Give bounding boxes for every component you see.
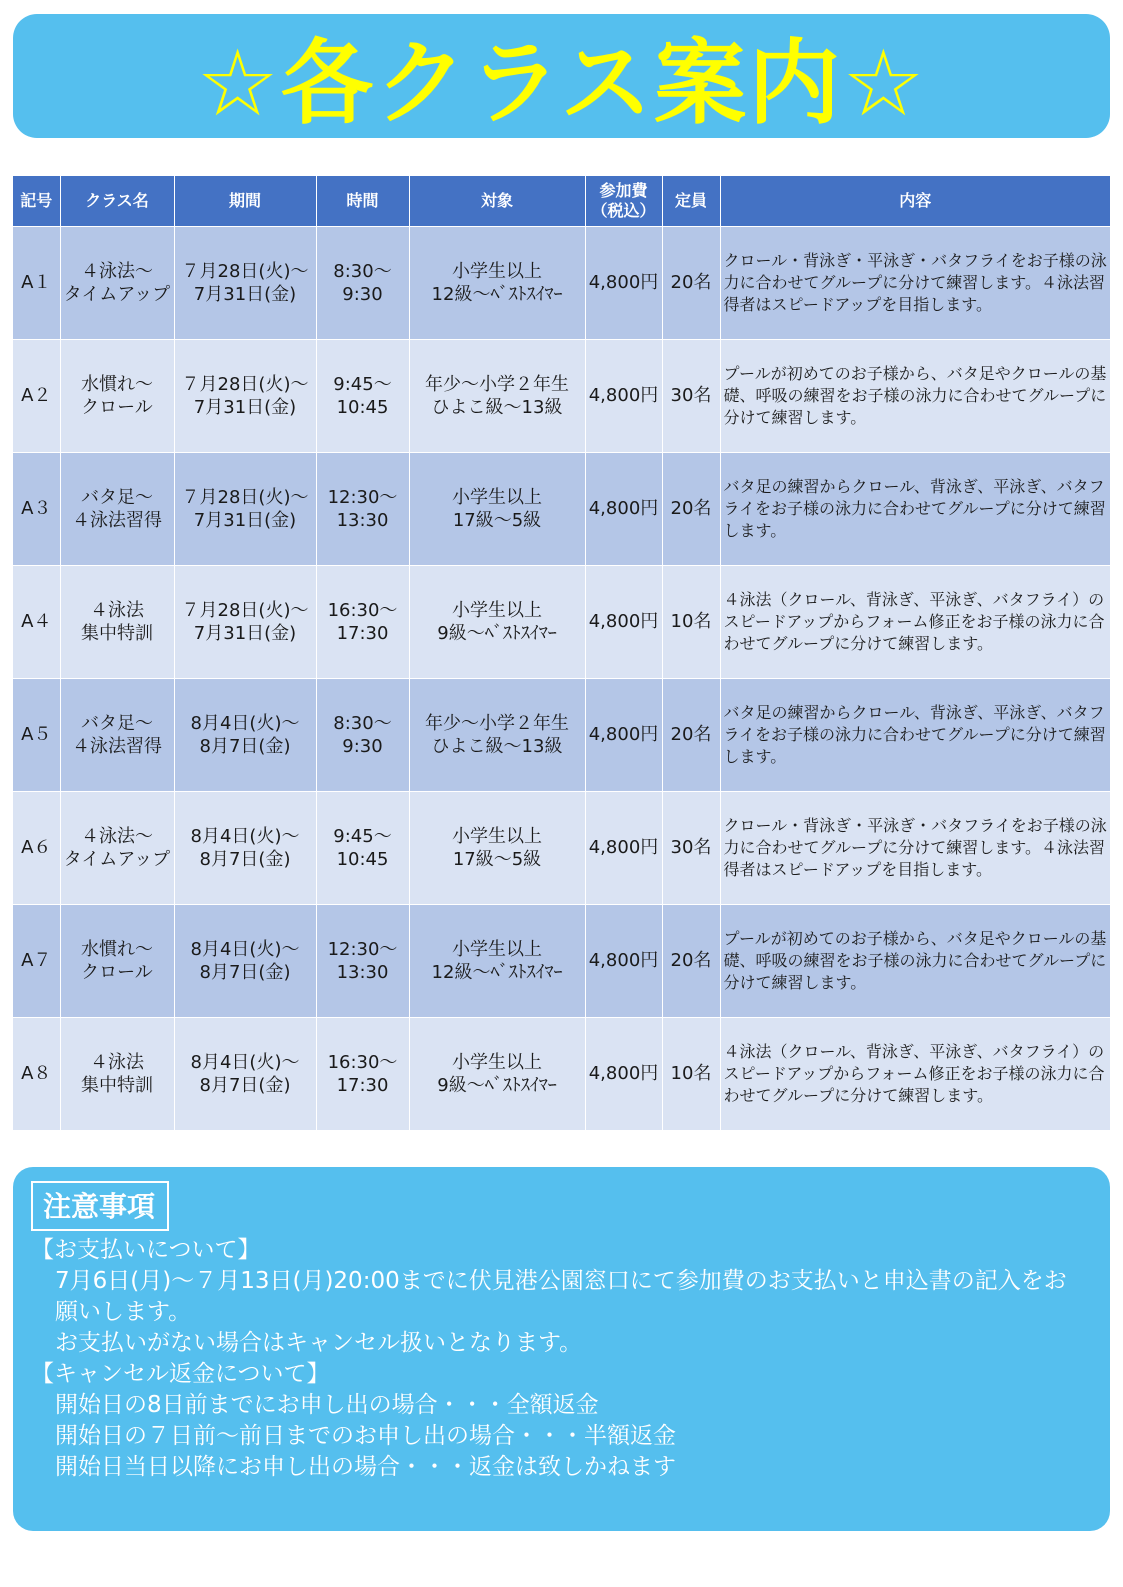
cell-capacity: 20名 [662,904,720,1017]
cell-period: ７月28日(火)～ 7月31日(金) [174,226,316,339]
header-class-name: クラス名 [60,176,174,226]
header-capacity: 定員 [662,176,720,226]
cell-target: 小学生以上 9級～ﾍﾞｽﾄｽｲﾏｰ [409,565,585,678]
cancel-line-2: 開始日の７日前～前日までのお申し出の場合・・・半額返金 [55,1423,676,1449]
cell-content: ４泳法（クロール、背泳ぎ、平泳ぎ、バタフライ）のスピードアップからフォーム修正をお子様の泳力に合わせてグループに分けて練習します。 [720,1017,1110,1130]
cell-code: A２ [13,339,60,452]
cell-fee: 4,800円 [585,904,662,1017]
cell-capacity: 30名 [662,791,720,904]
cell-time: 9:45～ 10:45 [316,791,409,904]
cell-period: ７月28日(火)～ 7月31日(金) [174,452,316,565]
cell-code: A３ [13,452,60,565]
cell-content: バタ足の練習からクロール、背泳ぎ、平泳ぎ、バタフライをお子様の泳力に合わせてグループに分けて練習します。 [720,678,1110,791]
cell-code: A６ [13,791,60,904]
table-row [13,226,1110,339]
cell-code: A７ [13,904,60,1017]
cancel-heading: 【キャンセル返金について】 [31,1361,330,1387]
cell-period: 8月4日(火)～ 8月7日(金) [174,904,316,1017]
cell-time: 16:30～ 17:30 [316,1017,409,1130]
cell-class-name: バタ足～ ４泳法習得 [60,452,174,565]
cell-period: 8月4日(火)～ 8月7日(金) [174,678,316,791]
cell-period: ７月28日(火)～ 7月31日(金) [174,565,316,678]
cell-content: クロール・背泳ぎ・平泳ぎ・バタフライをお子様の泳力に合わせてグループに分けて練習します。４泳法習得者はスピードアップを目指します。 [720,226,1110,339]
cell-time: 12:30～ 13:30 [316,452,409,565]
cell-time: 8:30～ 9:30 [316,226,409,339]
header-content: 内容 [720,176,1110,226]
cell-period: 8月4日(火)～ 8月7日(金) [174,791,316,904]
cell-fee: 4,800円 [585,226,662,339]
cell-target: 小学生以上 17級～5級 [409,791,585,904]
cancel-line-3: 開始日当日以降にお申し出の場合・・・返金は致しかねます [55,1454,676,1480]
cell-time: 8:30～ 9:30 [316,678,409,791]
cell-content: バタ足の練習からクロール、背泳ぎ、平泳ぎ、バタフライをお子様の泳力に合わせてグループに分けて練習します。 [720,452,1110,565]
table-row [13,791,1110,904]
cell-capacity: 10名 [662,565,720,678]
header-time: 時間 [316,176,409,226]
table-row [13,1017,1110,1130]
cell-target: 小学生以上 9級～ﾍﾞｽﾄｽｲﾏｰ [409,1017,585,1130]
cell-content: クロール・背泳ぎ・平泳ぎ・バタフライをお子様の泳力に合わせてグループに分けて練習します。４泳法習得者はスピードアップを目指します。 [720,791,1110,904]
cell-capacity: 20名 [662,678,720,791]
cell-time: 9:45～ 10:45 [316,339,409,452]
cell-target: 小学生以上 17級～5級 [409,452,585,565]
cell-class-name: ４泳法 集中特訓 [60,1017,174,1130]
cell-period: ７月28日(火)～ 7月31日(金) [174,339,316,452]
cell-time: 12:30～ 13:30 [316,904,409,1017]
cell-time: 16:30～ 17:30 [316,565,409,678]
cell-code: A４ [13,565,60,678]
table-row [13,565,1110,678]
cell-capacity: 20名 [662,452,720,565]
cell-target: 小学生以上 12級～ﾍﾞｽﾄｽｲﾏｰ [409,226,585,339]
cell-fee: 4,800円 [585,791,662,904]
cell-code: A１ [13,226,60,339]
cell-code: A８ [13,1017,60,1130]
header-code: 記号 [13,176,60,226]
payment-line-1: 7月6日(月)～７月13日(月)20:00までに伏見港公園窓口にて参加費のお支払いと申込書の記入をお願いします。 [55,1268,1067,1325]
cell-capacity: 30名 [662,339,720,452]
cell-class-name: ４泳法～ タイムアップ [60,791,174,904]
cell-target: 小学生以上 12級～ﾍﾞｽﾄｽｲﾏｰ [409,904,585,1017]
cell-class-name: ４泳法 集中特訓 [60,565,174,678]
notes-title: 注意事項 [31,1181,169,1231]
cell-fee: 4,800円 [585,339,662,452]
payment-line-2: お支払いがない場合はキャンセル扱いとなります。 [55,1330,583,1356]
cell-code: A５ [13,678,60,791]
page-title: ☆各クラス案内☆ [196,30,927,137]
payment-heading: 【お支払いについて】 [31,1237,261,1263]
cell-period: 8月4日(火)～ 8月7日(金) [174,1017,316,1130]
cell-class-name: 水慣れ～ クロール [60,904,174,1017]
table-row [13,904,1110,1017]
cell-class-name: ４泳法～ タイムアップ [60,226,174,339]
header-fee: 参加費 （税込） [585,176,662,226]
notes-box [13,1167,1110,1531]
cell-fee: 4,800円 [585,452,662,565]
cell-content: プールが初めてのお子様から、バタ足やクロールの基礎、呼吸の練習をお子様の泳力に合わせてグループに分けて練習します。 [720,904,1110,1017]
cell-class-name: バタ足～ ４泳法習得 [60,678,174,791]
cell-capacity: 20名 [662,226,720,339]
table-row [13,452,1110,565]
cell-fee: 4,800円 [585,678,662,791]
header-target: 対象 [409,176,585,226]
cell-target: 年少～小学２年生 ひよこ級～13級 [409,678,585,791]
cell-class-name: 水慣れ～ クロール [60,339,174,452]
cell-target: 年少～小学２年生 ひよこ級～13級 [409,339,585,452]
cell-content: プールが初めてのお子様から、バタ足やクロールの基礎、呼吸の練習をお子様の泳力に合わせてグループに分けて練習します。 [720,339,1110,452]
title-banner [13,14,1110,138]
cancel-line-1: 開始日の8日前までにお申し出の場合・・・全額返金 [55,1392,599,1418]
cell-fee: 4,800円 [585,565,662,678]
header-period: 期間 [174,176,316,226]
class-table [13,176,1110,1131]
cell-fee: 4,800円 [585,1017,662,1130]
table-header-row [13,176,1110,226]
cell-capacity: 10名 [662,1017,720,1130]
table-row [13,339,1110,452]
cell-content: ４泳法（クロール、背泳ぎ、平泳ぎ、バタフライ）のスピードアップからフォーム修正をお子様の泳力に合わせてグループに分けて練習します。 [720,565,1110,678]
table-row [13,678,1110,791]
